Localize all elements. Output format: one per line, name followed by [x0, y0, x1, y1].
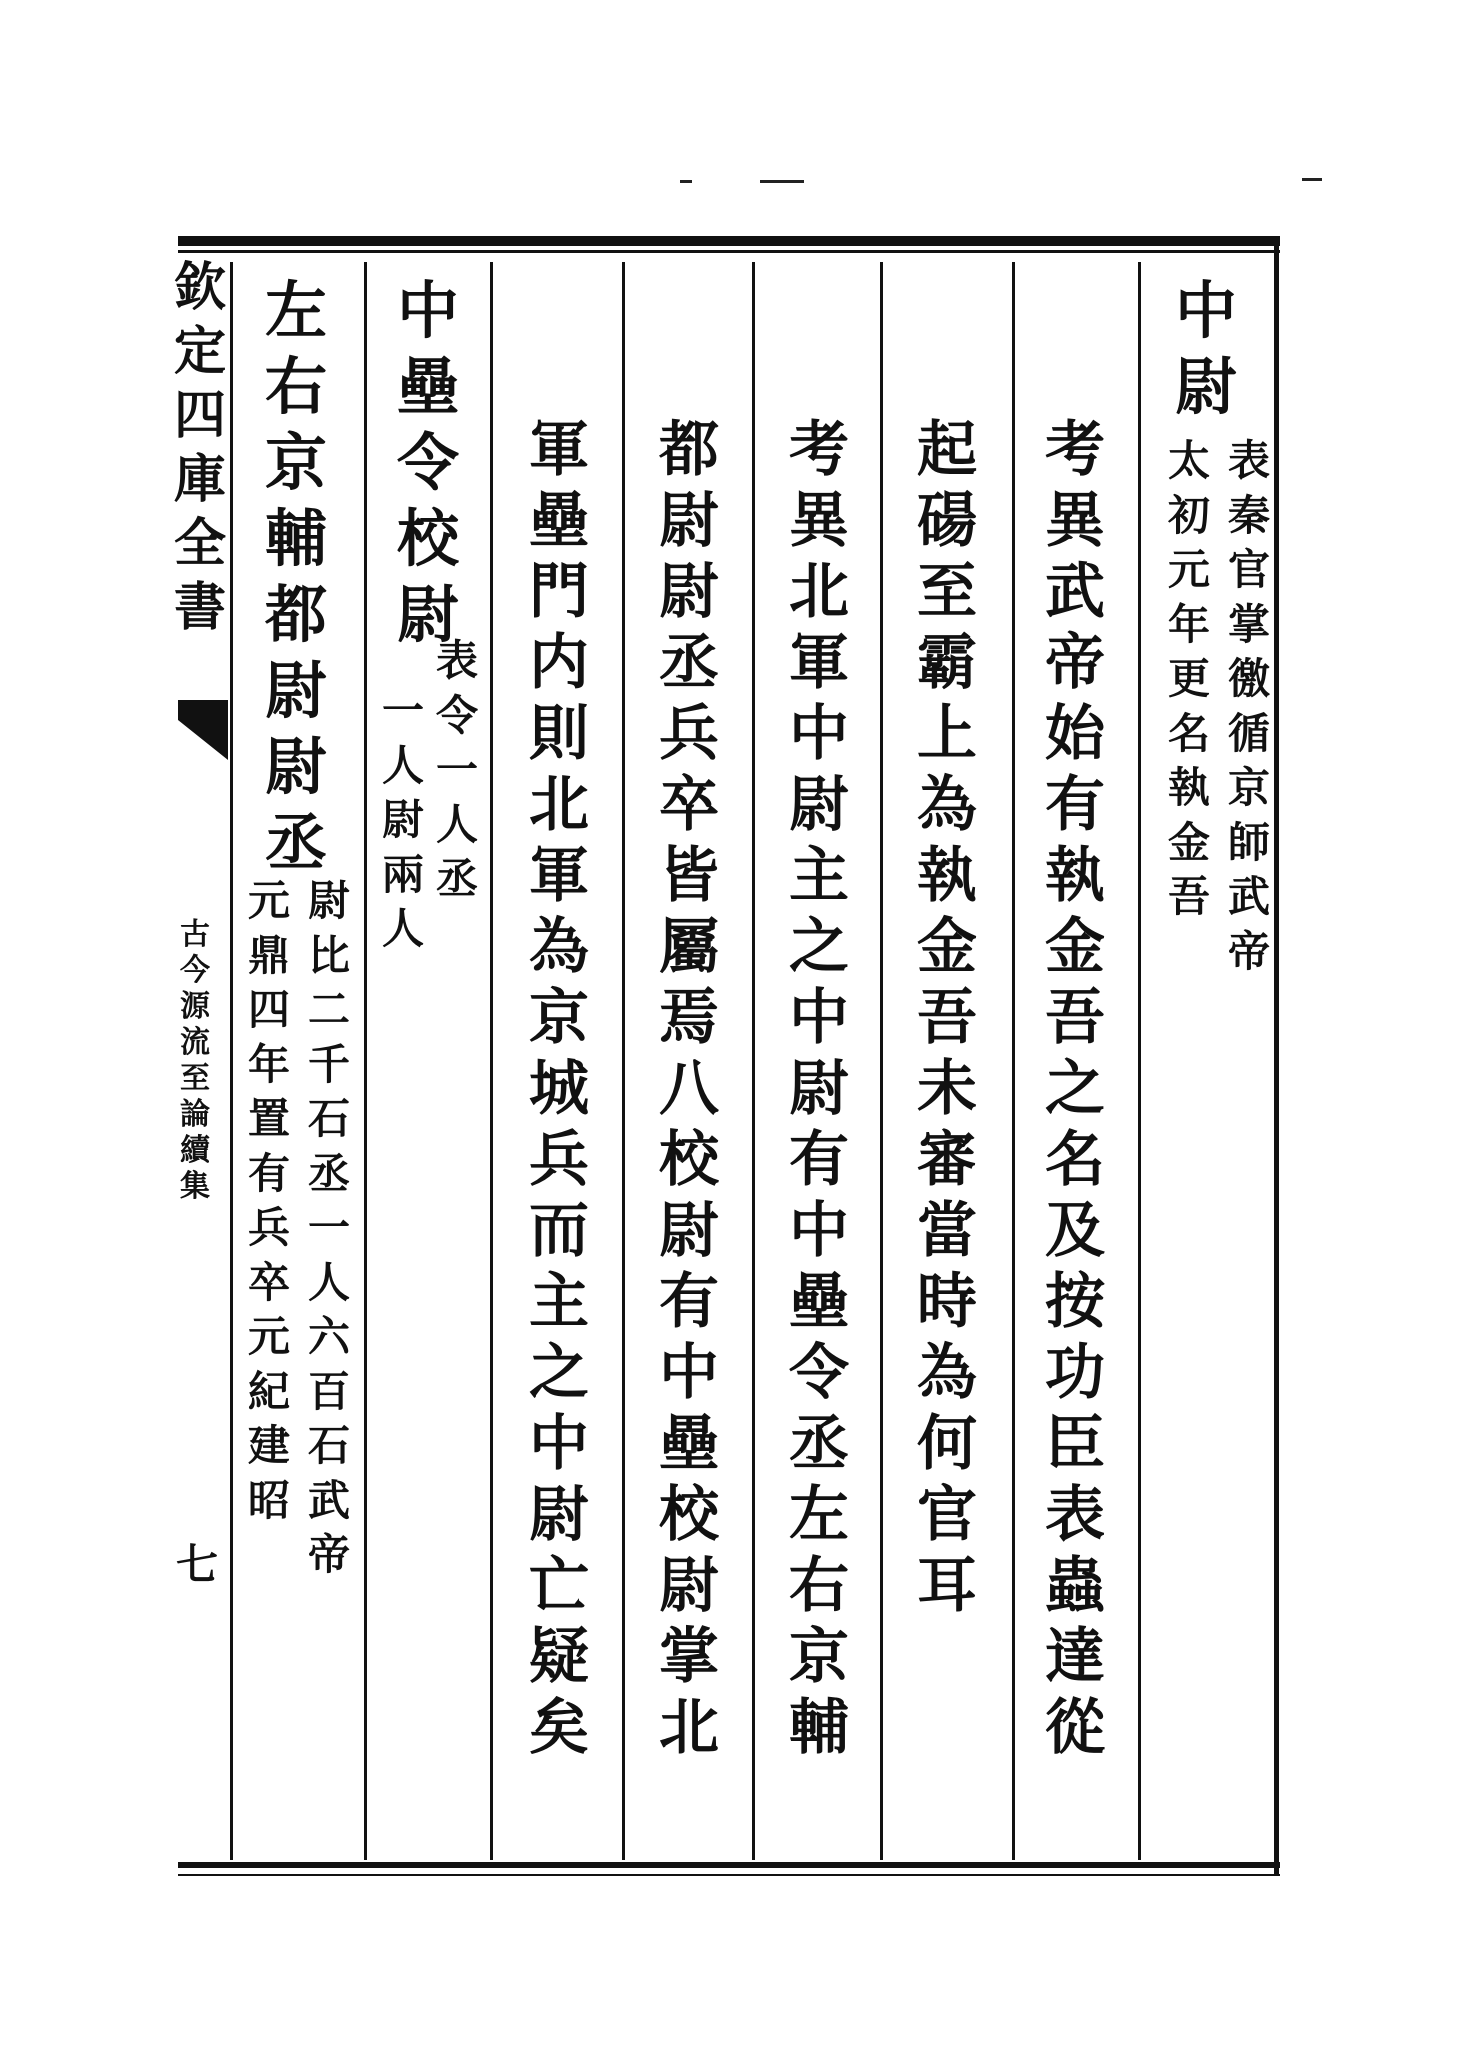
character: 金: [1167, 817, 1210, 867]
character: 令: [789, 1338, 849, 1408]
character: 丞: [659, 628, 719, 698]
character: 年: [1167, 599, 1210, 649]
scan-mark: [1302, 178, 1322, 181]
text-column: [524, 415, 594, 1769]
character: 從: [1045, 1693, 1105, 1763]
character: 人: [435, 799, 478, 849]
character: 都: [264, 578, 327, 651]
character: 一: [381, 686, 424, 735]
column-divider: [490, 262, 493, 1860]
character: 吾: [917, 983, 977, 1053]
character: 執: [1045, 841, 1105, 911]
character: 亡: [529, 1551, 589, 1621]
character: 耳: [917, 1551, 977, 1621]
character: 尉: [789, 770, 849, 840]
character: 書: [173, 577, 226, 638]
character: 兵: [659, 699, 719, 769]
character: 石: [307, 1094, 350, 1143]
character: 石: [307, 1421, 350, 1470]
character: 左: [264, 274, 327, 347]
character: 昭: [247, 1475, 290, 1525]
character: 武: [307, 1475, 350, 1525]
character: 校: [659, 1125, 719, 1195]
character: 有: [1045, 770, 1105, 840]
character: 壘: [529, 486, 589, 556]
character: 武: [1227, 872, 1270, 921]
character: 人: [381, 904, 424, 953]
character: 執: [917, 841, 977, 911]
character: 屬: [659, 912, 719, 982]
text-column: [912, 415, 982, 1627]
character: 尉: [659, 1551, 719, 1621]
character: 兩: [381, 849, 424, 899]
note-line-b: [380, 686, 426, 963]
character: 中: [1174, 274, 1237, 347]
character: 太: [1167, 436, 1210, 485]
character: 達: [1045, 1622, 1105, 1692]
character: 之: [789, 912, 849, 982]
character: 四: [247, 985, 290, 1034]
character: 四: [173, 385, 226, 446]
character: 今: [180, 953, 210, 988]
frame-right-rule: [1274, 236, 1279, 1876]
character: 當: [917, 1196, 977, 1266]
character: 蟲: [1045, 1551, 1105, 1621]
column-divider: [230, 262, 233, 1860]
character: 起: [917, 415, 977, 485]
character: 年: [247, 1039, 290, 1089]
character: 時: [917, 1267, 977, 1337]
character: 中: [789, 983, 849, 1053]
character: 更: [1167, 654, 1210, 703]
character: 校: [396, 502, 459, 575]
character: 尉: [307, 876, 350, 925]
text-column: [784, 415, 854, 1769]
column-divider: [1138, 262, 1141, 1860]
character: 論: [180, 1097, 210, 1132]
character: 焉: [659, 983, 719, 1053]
character: 二: [307, 985, 350, 1034]
character: 左: [789, 1480, 849, 1550]
character: 人: [381, 740, 424, 790]
character: 一: [435, 745, 478, 794]
character: 異: [789, 486, 849, 556]
character: 皆: [659, 841, 719, 911]
character: 執: [1167, 763, 1210, 812]
character: 表: [435, 636, 478, 685]
character: 北: [789, 557, 849, 627]
fishtail-mark: [178, 700, 228, 760]
character: 尉: [264, 654, 327, 727]
character: 右: [264, 350, 327, 423]
character: 丞: [264, 806, 327, 879]
character: 金: [917, 912, 977, 982]
margin-book-name: [178, 917, 212, 1208]
column-heading-zhonglei: [392, 274, 464, 660]
character: 矣: [529, 1693, 589, 1763]
character: 京: [1227, 763, 1270, 812]
character: 及: [1045, 1196, 1105, 1266]
character: 有: [659, 1267, 719, 1337]
character: 古: [180, 917, 210, 952]
note-line-a: [434, 636, 480, 913]
character: 始: [1045, 699, 1105, 769]
character: 兵: [529, 1125, 589, 1195]
character: 碭: [917, 486, 977, 556]
character: 軍: [529, 841, 589, 911]
character: 為: [917, 770, 977, 840]
note-line-a: [1226, 436, 1272, 985]
character: 中: [789, 1196, 849, 1266]
character: 武: [1045, 557, 1105, 627]
character: 而: [529, 1196, 589, 1266]
frame-bottom-rule: [178, 1862, 1280, 1868]
column-divider: [880, 262, 883, 1860]
character: 一: [307, 1203, 350, 1252]
character: 初: [1167, 490, 1210, 540]
frame-top-rule-thin: [178, 250, 1280, 253]
text-column: [654, 415, 724, 1769]
character: 京: [264, 426, 327, 499]
character: 丞: [435, 854, 478, 903]
character: 師: [1227, 817, 1270, 867]
character: 則: [529, 699, 589, 769]
character: 令: [396, 426, 459, 499]
character: 集: [180, 1169, 210, 1204]
character: 輔: [789, 1693, 849, 1763]
character: 尉: [659, 486, 719, 556]
margin-book-title: [170, 257, 230, 646]
character: 軍: [529, 415, 589, 485]
character: 兵: [247, 1203, 290, 1252]
character: 有: [247, 1148, 290, 1198]
character: 為: [529, 912, 589, 982]
character: 北: [529, 770, 589, 840]
character: 官: [1227, 545, 1270, 594]
character: 尉: [659, 557, 719, 627]
character: 紀: [247, 1366, 290, 1416]
character: 都: [659, 415, 719, 485]
note-line-b: [1166, 436, 1212, 931]
character: 名: [1167, 708, 1210, 758]
character: 鼎: [247, 930, 290, 980]
character: 中: [789, 699, 849, 769]
character: 壘: [396, 350, 459, 423]
character: 帝: [1045, 628, 1105, 698]
character: 百: [307, 1366, 350, 1416]
character: 尉: [1174, 350, 1237, 423]
character: 壘: [659, 1409, 719, 1479]
column-heading-zhongwei: [1170, 274, 1242, 432]
character: 中: [396, 274, 459, 347]
character: 右: [789, 1551, 849, 1621]
character: 表: [1045, 1480, 1105, 1550]
character: 京: [529, 983, 589, 1053]
character: 掌: [1227, 599, 1270, 649]
character: 尉: [396, 578, 459, 651]
character: 未: [917, 1054, 977, 1124]
character: 欽: [173, 257, 226, 318]
character: 丞: [307, 1148, 350, 1198]
character: 表: [1227, 436, 1270, 485]
character: 六: [307, 1312, 350, 1361]
character: 流: [180, 1025, 210, 1060]
character: 主: [789, 841, 849, 911]
character: 元: [247, 876, 290, 925]
character: 尉: [264, 730, 327, 803]
character: 徼: [1227, 654, 1270, 703]
column-divider: [622, 262, 625, 1860]
character: 人: [307, 1257, 350, 1307]
character: 臣: [1045, 1409, 1105, 1479]
character: 尉: [529, 1480, 589, 1550]
character: 内: [529, 628, 589, 698]
frame-top-rule: [178, 236, 1280, 246]
character: 有: [789, 1125, 849, 1195]
character: 定: [173, 321, 226, 382]
character: 庫: [173, 449, 226, 510]
column-divider: [364, 262, 367, 1860]
character: 北: [659, 1693, 719, 1763]
frame-bottom-rule-thin: [178, 1874, 1280, 1876]
character: 循: [1227, 708, 1270, 758]
character: 門: [529, 557, 589, 627]
character: 吾: [1045, 983, 1105, 1053]
character: 之: [1045, 1054, 1105, 1124]
character: 考: [789, 415, 849, 485]
character: 中: [529, 1409, 589, 1479]
character: 尉: [789, 1054, 849, 1124]
character: 全: [173, 513, 226, 574]
character: 金: [1045, 912, 1105, 982]
character: 吾: [1167, 872, 1210, 921]
character: 元: [247, 1312, 290, 1361]
note-line-b: [246, 876, 292, 1534]
character: 何: [917, 1409, 977, 1479]
scan-mark: [680, 180, 692, 183]
character: 帝: [307, 1530, 350, 1579]
character: 官: [917, 1480, 977, 1550]
character: 秦: [1227, 490, 1270, 540]
character: 比: [307, 930, 350, 980]
character: 中: [659, 1338, 719, 1408]
character: 卒: [659, 770, 719, 840]
character: 按: [1045, 1267, 1105, 1337]
character: 名: [1045, 1125, 1105, 1195]
page-number: 七: [176, 1540, 219, 1589]
character: 至: [180, 1061, 210, 1096]
scan-mark: [760, 180, 804, 183]
character: 壘: [789, 1267, 849, 1337]
character: 之: [529, 1338, 589, 1408]
character: 審: [917, 1125, 977, 1195]
character: 主: [529, 1267, 589, 1337]
character: 令: [435, 690, 478, 740]
column-heading-jingfu: [260, 274, 332, 888]
character: 異: [1045, 486, 1105, 556]
character: 元: [1167, 545, 1210, 594]
character: 尉: [659, 1196, 719, 1266]
character: 帝: [1227, 926, 1270, 976]
character: 續: [180, 1133, 210, 1168]
character: 為: [917, 1338, 977, 1408]
character: 考: [1045, 415, 1105, 485]
character: 京: [789, 1622, 849, 1692]
character: 掌: [659, 1622, 719, 1692]
character: 霸: [917, 628, 977, 698]
character: 建: [247, 1421, 290, 1470]
character: 丞: [789, 1409, 849, 1479]
column-divider: [752, 262, 755, 1860]
character: 上: [917, 699, 977, 769]
character: 千: [307, 1039, 350, 1089]
character: 校: [659, 1480, 719, 1550]
character: 疑: [529, 1622, 589, 1692]
text-column: [1040, 415, 1110, 1769]
character: 功: [1045, 1338, 1105, 1408]
note-line-a: [306, 876, 352, 1589]
character: 城: [529, 1054, 589, 1124]
character: 源: [180, 989, 210, 1024]
character: 尉: [381, 795, 424, 844]
character: 至: [917, 557, 977, 627]
character: 輔: [264, 502, 327, 575]
character: 卒: [247, 1257, 290, 1307]
column-divider: [1012, 262, 1015, 1860]
character: 軍: [789, 628, 849, 698]
character: 八: [659, 1054, 719, 1124]
character: 置: [247, 1094, 290, 1143]
